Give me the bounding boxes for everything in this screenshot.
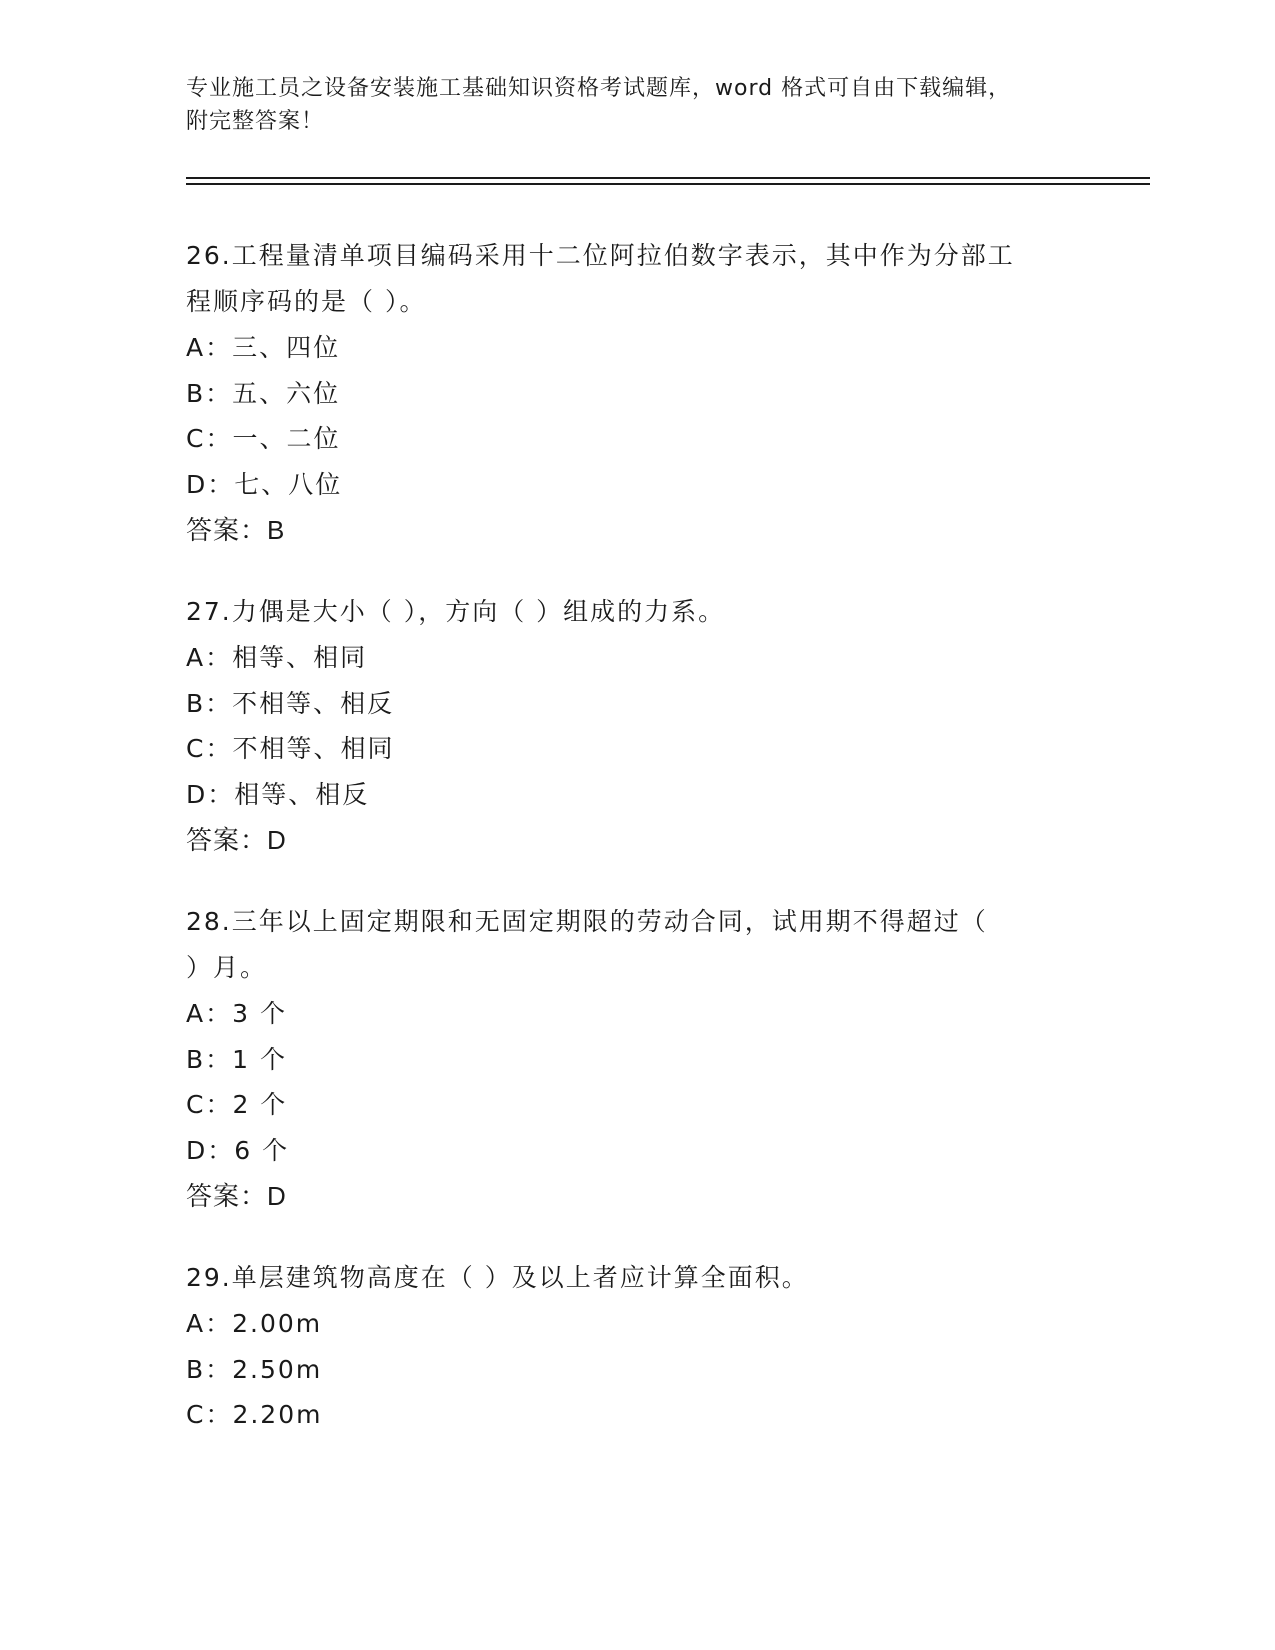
option-b: B：1 个 — [186, 1044, 288, 1074]
option-c: C：不相等、相同 — [186, 734, 395, 763]
option-a: A：三、四位 — [186, 333, 341, 362]
question-text-line: ）月。 — [186, 953, 268, 982]
question-26 — [186, 233, 1086, 553]
question-text-line: 程顺序码的是（ ）。 — [186, 287, 427, 316]
question-text-line: 28.三年以上固定期限和无固定期限的劳动合同，试用期不得超过（ — [186, 907, 988, 936]
question-29 — [186, 1255, 1086, 1438]
option-c: C：一、二位 — [186, 424, 341, 453]
answer-line: 答案：D — [186, 825, 287, 855]
option-d: D：相等、相反 — [186, 779, 370, 809]
header-line-1: 专业施工员之设备安装施工基础知识资格考试题库，word 格式可自由下载编辑， — [186, 76, 1012, 101]
option-a: A：3 个 — [186, 999, 287, 1028]
option-a: A：2.00m — [186, 1309, 323, 1338]
question-28 — [186, 899, 1086, 1219]
question-text-line: 26.工程量清单项目编码采用十二位阿拉伯数字表示，其中作为分部工 — [186, 241, 1015, 270]
option-b: B：不相等、相反 — [186, 688, 395, 718]
question-text-line: 27.力偶是大小（ ），方向（ ）组成的力系。 — [186, 597, 726, 626]
answer-line: 答案：B — [186, 515, 286, 545]
option-c: C：2 个 — [186, 1090, 288, 1119]
option-d: D：6 个 — [186, 1135, 290, 1165]
option-a: A：相等、相同 — [186, 643, 368, 672]
question-text-line: 29.单层建筑物高度在（ ）及以上者应计算全面积。 — [186, 1263, 809, 1292]
option-b: B：2.50m — [186, 1354, 323, 1384]
question-27 — [186, 589, 1086, 863]
header-divider-bottom — [186, 183, 1150, 185]
option-c: C：2.20m — [186, 1400, 323, 1429]
header-divider-top — [186, 177, 1150, 179]
document-header — [186, 72, 1086, 138]
option-d: D：七、八位 — [186, 469, 343, 499]
option-b: B：五、六位 — [186, 378, 341, 408]
question-list — [186, 233, 1086, 1474]
header-line-2: 附完整答案！ — [186, 109, 325, 134]
answer-line: 答案：D — [186, 1181, 287, 1211]
